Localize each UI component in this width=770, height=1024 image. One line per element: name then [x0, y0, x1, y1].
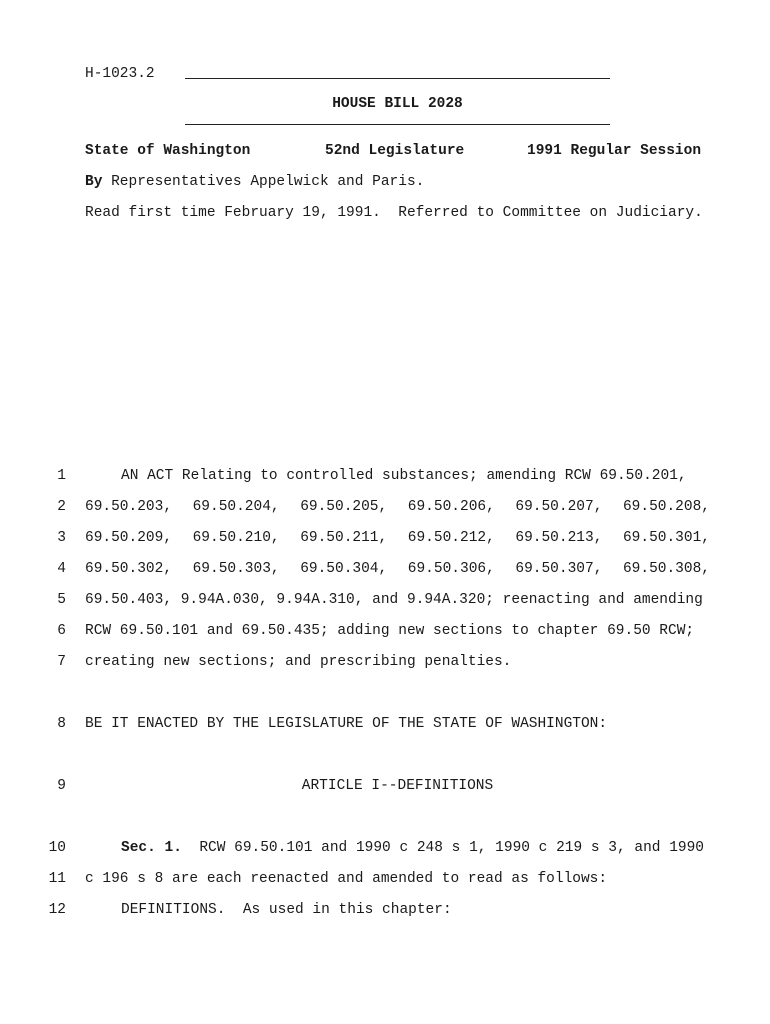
section-label: Sec. 1.	[121, 840, 182, 856]
line-number: 5	[57, 592, 66, 608]
line-text	[85, 499, 710, 515]
bill-title: HOUSE BILL 2028	[332, 96, 463, 112]
rcw-cite: 69.50.207,	[515, 499, 603, 515]
line-text	[85, 561, 710, 577]
rcw-cite: 69.50.303,	[192, 561, 280, 577]
document-id: H-1023.2	[85, 66, 155, 82]
line-number: 12	[48, 902, 66, 918]
line-text: creating new sections; and prescribing penalties.	[85, 654, 512, 670]
rcw-cite: 69.50.302,	[85, 561, 173, 577]
line-text: AN ACT Relating to controlled substances; amending RCW 69.50.201,	[121, 468, 687, 484]
line-number: 2	[57, 499, 66, 515]
rcw-cite: 69.50.210,	[192, 530, 280, 546]
referral-line: Read first time February 19, 1991. Referred to Committee on Judiciary.	[85, 205, 703, 221]
rcw-cite: 69.50.211,	[300, 530, 388, 546]
rcw-cite: 69.50.301,	[622, 530, 710, 546]
legislature-label: 52nd Legislature	[325, 143, 465, 159]
rcw-cite: 69.50.306,	[407, 561, 495, 577]
sponsors-by: By	[85, 174, 103, 190]
line-text: RCW 69.50.101 and 69.50.435; adding new sections to chapter 69.50 RCW;	[85, 623, 695, 639]
header-rule-top	[185, 78, 610, 79]
sponsors-names: Representatives Appelwick and Paris.	[102, 174, 425, 190]
rcw-cite: 69.50.205,	[300, 499, 388, 515]
line-text	[121, 840, 704, 856]
rcw-cite: 69.50.206,	[407, 499, 495, 515]
line-number: 11	[48, 871, 66, 887]
rcw-cite: 69.50.204,	[192, 499, 280, 515]
sponsors-line	[85, 174, 424, 190]
state-label: State of Washington	[85, 143, 251, 159]
rcw-cite: 69.50.208,	[622, 499, 710, 515]
enacting-clause: BE IT ENACTED BY THE LEGISLATURE OF THE STATE OF WASHINGTON:	[85, 716, 608, 732]
rcw-cite: 69.50.308,	[622, 561, 710, 577]
line-number: 9	[57, 778, 66, 794]
line-number: 7	[57, 654, 66, 670]
rcw-cite: 69.50.212,	[407, 530, 495, 546]
session-label: 1991 Regular Session	[527, 143, 702, 159]
line-text: 69.50.403, 9.94A.030, 9.94A.310, and 9.94A.320; reenacting and amending	[85, 592, 703, 608]
line-text: c 196 s 8 are each reenacted and amended to read as follows:	[85, 871, 608, 887]
rcw-cite: 69.50.307,	[515, 561, 603, 577]
header-rule-bottom	[185, 124, 610, 125]
rcw-cite: 69.50.209,	[85, 530, 173, 546]
line-number: 3	[57, 530, 66, 546]
line-text: DEFINITIONS. As used in this chapter:	[121, 902, 452, 918]
line-text	[85, 530, 710, 546]
line-number: 10	[48, 840, 66, 856]
rcw-cite: 69.50.203,	[85, 499, 173, 515]
rcw-cite: 69.50.213,	[515, 530, 603, 546]
line-number: 6	[57, 623, 66, 639]
article-heading: ARTICLE I--DEFINITIONS	[301, 778, 494, 794]
line-number: 1	[57, 468, 66, 484]
line-number: 4	[57, 561, 66, 577]
section-text: RCW 69.50.101 and 1990 c 248 s 1, 1990 c 219 s 3, and 1990	[181, 840, 705, 856]
line-number: 8	[57, 716, 66, 732]
rcw-cite: 69.50.304,	[300, 561, 388, 577]
